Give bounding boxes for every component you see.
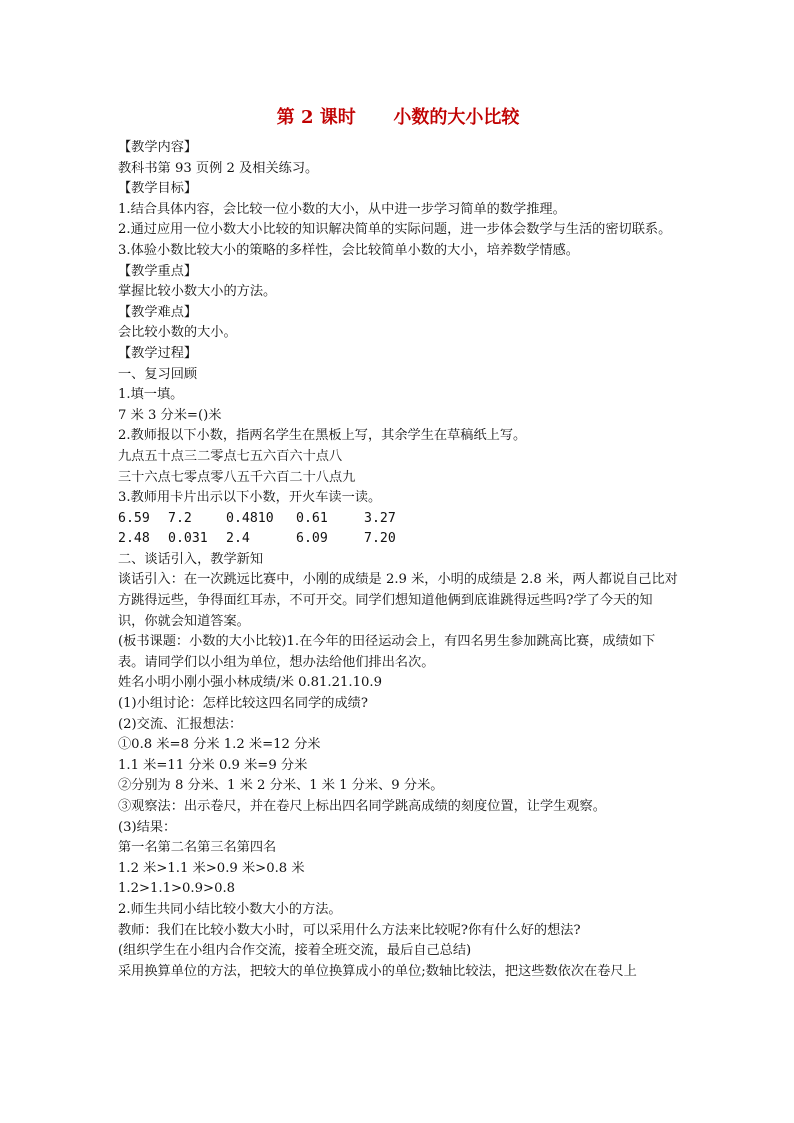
text-line: 1.填一填。 [118,387,184,403]
document-page [118,106,678,982]
text-line: 九点五十点三二零点七五六百六十点八 [118,448,343,464]
text-line: 1.2>1.1>0.9>0.8 [118,881,236,897]
number-cell: 3.27 [364,510,396,526]
number-cell: 7.2 [168,510,192,526]
section-new-knowledge [118,550,678,982]
text-line: 1.1 米=11 分米 0.9 米=9 分米 [118,757,308,773]
text-line: 1.结合具体内容，会比较一位小数的大小，从中进一步学习简单的数学推理。 [118,201,566,217]
text-line: (3)结果： [118,819,177,835]
text-line: 第一名第二名第三名第四名 [118,840,277,856]
number-row [118,529,678,550]
text-paragraph: 2.通过应用一位小数大小比较的知识解决简单的实际问题，进一步体会数学与生活的密切联系。 [118,222,672,238]
text-line: 1.2 米>1.1 米>0.9 米>0.8 米 [118,860,305,876]
heading-content: 【教学内容】 [118,140,198,155]
text-line: 3.体验小数比较大小的策略的多样性，会比较简单小数的大小，培养数学情感。 [118,242,579,258]
text-line: 2.教师报以下小数，指两名学生在黑板上写，其余学生在草稿纸上写。 [118,428,527,444]
heading-key-points: 【教学重点】 [118,263,198,279]
number-cell: 6.59 [118,510,150,526]
text-line: 3.教师用卡片出示以下小数，开火车读一读。 [118,490,382,506]
text-line: 采用换算单位的方法，把较大的单位换算成小的单位;数轴比较法，把这些数依次在卷尺上 [118,963,637,979]
number-row [118,509,678,530]
text-paragraph: 谈话引入：在一次跳远比赛中，小刚的成绩是 2.9 米，小明的成绩是 2.8 米，两人都说自己比对方跳得远些，争得面红耳赤，不可开交。同学们想知道他俩到底谁跳得远些吗?学了今天的知识，你就会知道答案。 [118,572,678,629]
text-line: 教师：我们在比较小数大小时，可以采用什么方法来比较呢?你有什么好的想法? [118,922,581,938]
number-cell: 0.031 [168,531,208,547]
text-line: 会比较小数的大小。 [118,325,237,341]
number-cell: 2.48 [118,531,150,547]
text-line: 2.师生共同小结比较小数大小的方法。 [118,901,342,917]
section-intro [118,138,678,509]
heading-process: 【教学过程】 [118,345,198,361]
number-cell: 7.20 [364,531,396,547]
subheading: 二、谈话引入，教学新知 [118,551,264,567]
subheading: 一、复习回顾 [118,366,198,382]
text-line: (2)交流、汇报想法： [118,716,243,732]
number-cell: 6.09 [296,531,328,547]
page-title: 第 2 课时 小数的大小比较 [276,107,520,128]
number-cell: 0.4810 [226,510,274,526]
text-line: 7 米 3 分米=()米 [118,407,222,423]
heading-difficulties: 【教学难点】 [118,304,198,320]
text-line: (1)小组讨论：怎样比较这四名同学的成绩? [118,696,368,712]
text-line: 姓名小明小刚小强小林成绩/米 0.81.21.10.9 [118,675,382,691]
text-line: (组织学生在小组内合作交流，接着全班交流，最后自己总结) [118,943,472,959]
text-paragraph: (板书课题：小数的大小比较)1.在今年的田径运动会上，有四名男生参加跳高比赛，成绩如下表。请同学们以小组为单位，想办法给他们排出名次。 [118,634,656,670]
text-line: ①0.8 米=8 分米 1.2 米=12 分米 [118,737,321,753]
text-line: ②分别为 8 分米、1 米 2 分米、1 米 1 分米、9 分米。 [118,778,444,794]
text-line: 掌握比较小数大小的方法。 [118,284,277,300]
heading-goals: 【教学目标】 [118,181,198,197]
number-cell: 0.61 [296,510,328,526]
text-line: 教科书第 93 页例 2 及相关练习。 [118,160,319,176]
text-line: ③观察法：出示卷尺，并在卷尺上标出四名同学跳高成绩的刻度位置，让学生观察。 [118,799,606,814]
number-cell: 2.4 [226,531,250,547]
text-line: 三十六点七零点零八五千六百二十八点九 [118,469,356,485]
